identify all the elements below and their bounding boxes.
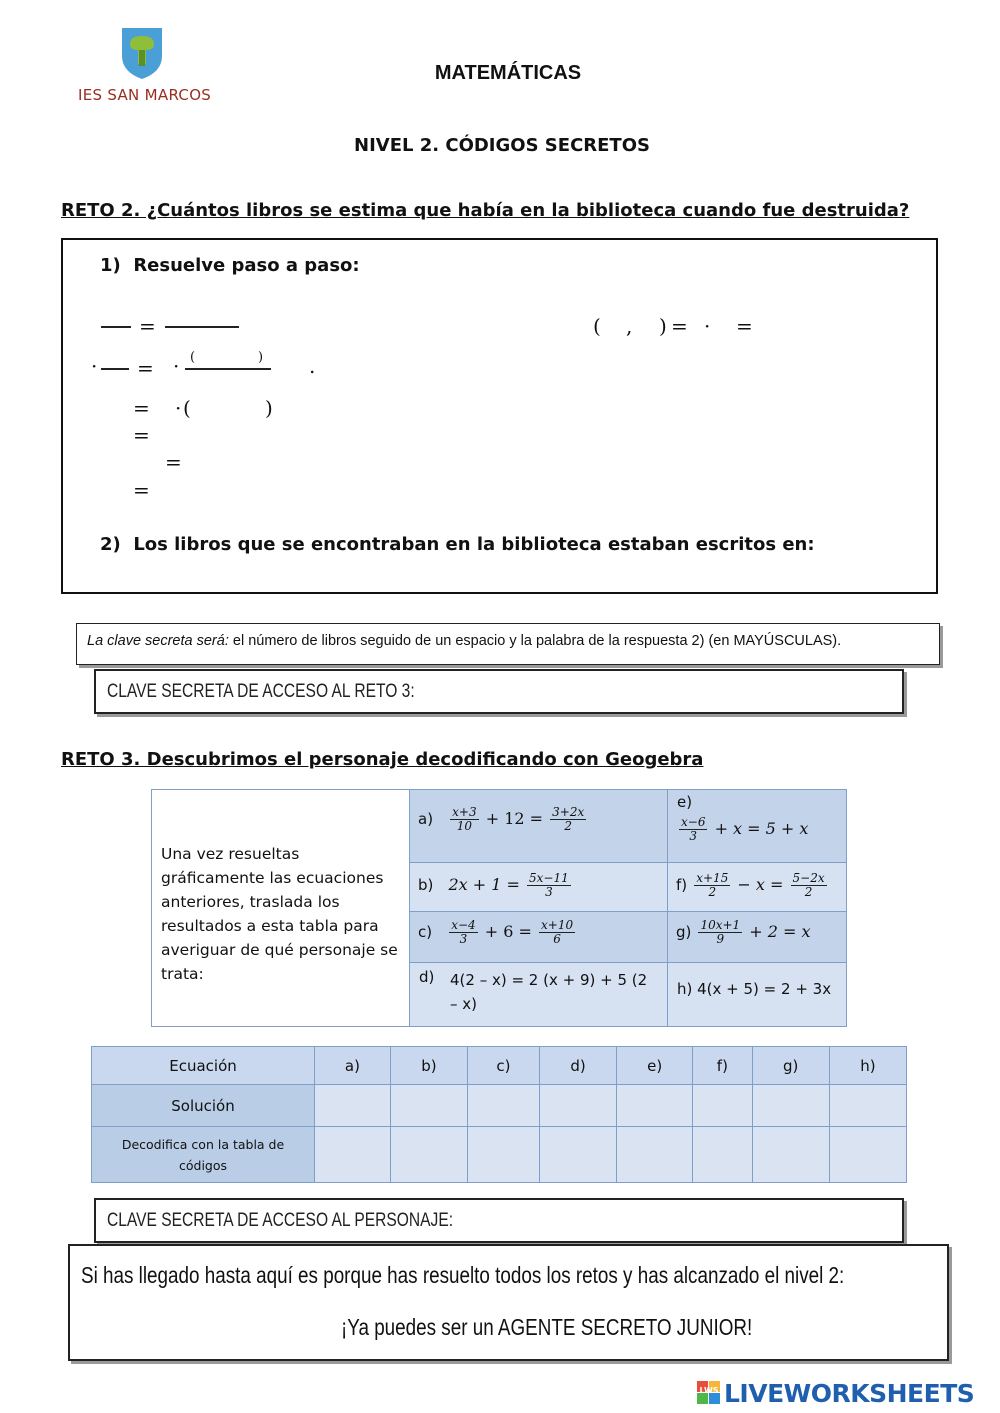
equation-b-cell	[409, 862, 668, 912]
denominator: 9	[716, 932, 725, 946]
row-header-solucion: Solución	[92, 1085, 315, 1127]
table-row	[92, 1085, 907, 1127]
equals-sign: =	[133, 478, 150, 502]
equals-sign: =	[133, 396, 150, 420]
equation-g-cell	[667, 911, 847, 963]
paren-open: (	[593, 314, 601, 338]
equation-b	[418, 872, 573, 899]
equation-a	[418, 806, 588, 833]
solution-input-g[interactable]	[752, 1085, 829, 1127]
character-key-field[interactable]	[94, 1198, 904, 1243]
level-title: NIVEL 2. CÓDIGOS SECRETOS	[354, 135, 650, 156]
final-message-box	[68, 1244, 949, 1361]
dot-operator: ·	[175, 396, 182, 420]
row-header-ecuacion: Ecuación	[92, 1047, 315, 1085]
decode-input-f[interactable]	[693, 1127, 752, 1183]
paren-close: )	[258, 350, 264, 365]
step1-number: 1)	[100, 255, 121, 276]
equation-c	[418, 919, 577, 946]
eq-a-fraction-1	[450, 806, 478, 833]
eq-g-label: g)	[676, 923, 692, 941]
numerator: 5−2x	[792, 871, 825, 885]
decode-input-b[interactable]	[390, 1127, 467, 1183]
equation-e-cell	[667, 789, 847, 863]
col-header-b: b)	[390, 1047, 467, 1085]
eq-a-fraction-2	[550, 806, 586, 833]
instructions-text: Una vez resueltas gráficamente las ecuaciones anteriores, traslada los resultados a esta tabla para averiguar de qué personaje se trata:	[161, 845, 398, 983]
decode-input-e[interactable]	[617, 1127, 693, 1183]
liveworksheets-logo	[697, 1377, 974, 1409]
solution-input-c[interactable]	[468, 1085, 540, 1127]
period: .	[309, 354, 316, 378]
eq-c-label: c)	[418, 923, 433, 941]
equation-a-cell	[409, 789, 668, 863]
solution-input-e[interactable]	[617, 1085, 693, 1127]
eq-f-fraction-1	[694, 872, 730, 899]
equals-sign: =	[736, 314, 753, 338]
solution-input-f[interactable]	[693, 1085, 752, 1127]
liveworksheets-text: LIVEWORKSHEETS	[724, 1378, 975, 1408]
denominator: 6	[553, 932, 561, 946]
eq-d-label: d)	[419, 968, 435, 986]
denominator: 2	[708, 885, 717, 899]
paren-close: )	[659, 314, 667, 338]
final-line-2: ¡Ya puedes ser un AGENTE SECRETO JUNIOR!	[341, 1314, 753, 1340]
eq-b-label: b)	[418, 876, 434, 894]
blank-fraction-line	[101, 326, 131, 328]
solutions-table	[91, 1046, 907, 1183]
subject-title: MATEMÁTICAS	[434, 62, 582, 84]
decode-input-c[interactable]	[468, 1127, 540, 1183]
table-row	[92, 1127, 907, 1183]
col-header-a: a)	[315, 1047, 391, 1085]
eq-f-mid: − x =	[737, 875, 784, 894]
eq-g-rest: + 2 = x	[749, 922, 811, 941]
denominator: 2	[804, 885, 813, 899]
col-header-f: f)	[693, 1047, 752, 1085]
instructions-cell	[151, 789, 410, 1027]
denominator: 3	[459, 932, 468, 946]
eq-c-mid: + 6 =	[484, 922, 532, 941]
eq-h-label: h)	[677, 980, 693, 998]
numerator: x+10	[541, 918, 574, 932]
decode-input-a[interactable]	[315, 1127, 391, 1183]
school-name: IES SAN MARCOS	[78, 86, 212, 104]
solution-input-h[interactable]	[829, 1085, 906, 1127]
col-header-h: h)	[829, 1047, 906, 1085]
blank-fraction-line	[185, 368, 271, 370]
denominator: 2	[564, 819, 572, 833]
hint-italic: La clave secreta será:	[87, 633, 229, 649]
eq-c-fraction-2	[539, 919, 575, 946]
numerator: x−4	[451, 918, 476, 932]
equation-d-cell	[409, 962, 668, 1027]
denominator: 10	[456, 819, 473, 833]
blank-fraction-line	[101, 368, 129, 370]
final-line-1: Si has llegado hasta aquí es porque has resuelto todos los retos y has alcanzado el nivel 2:	[81, 1262, 845, 1288]
denominator: 3	[689, 829, 698, 843]
blank-fraction-line	[165, 326, 239, 328]
denominator: 3	[545, 885, 553, 899]
equation-c-cell	[409, 911, 668, 963]
reto2-title: RETO 2. ¿Cuántos libros se estima que había en la biblioteca cuando fue destruida?	[61, 200, 910, 221]
secret-key-hint	[87, 633, 841, 649]
reto3-title: RETO 3. Descubrimos el personaje decodificando con Geogebra	[61, 749, 704, 770]
reto2-work-box	[61, 238, 938, 594]
numerator: x+3	[452, 805, 477, 819]
col-header-d: d)	[539, 1047, 616, 1085]
eq-e-fraction-1	[679, 816, 707, 843]
decode-input-g[interactable]	[752, 1127, 829, 1183]
solution-input-d[interactable]	[539, 1085, 616, 1127]
equation-h	[677, 980, 831, 998]
equals-sign: =	[671, 314, 688, 338]
equals-sign: =	[165, 450, 182, 474]
numerator: x−6	[681, 815, 706, 829]
solution-input-a[interactable]	[315, 1085, 391, 1127]
numerator: 3+2x	[552, 805, 585, 819]
eq-f-label: f)	[676, 876, 688, 894]
eq-f-fraction-2	[791, 872, 827, 899]
eq-e-rest: + x = 5 + x	[714, 819, 809, 838]
eq-d-text: 4(2 – x) = 2 (x + 9) + 5 (2 – x)	[450, 971, 648, 1013]
eq-b-fraction-1	[527, 872, 571, 899]
dot-operator: ·	[704, 314, 711, 338]
equals-sign: =	[133, 423, 150, 447]
step2-label-row	[100, 534, 815, 555]
paren-open: (	[183, 396, 191, 420]
row-header-decodifica: Decodifica con la tabla de códigos	[92, 1127, 315, 1183]
comma: ,	[626, 314, 633, 338]
equation-f-cell	[667, 862, 847, 912]
numerator: 10x+1	[700, 918, 741, 932]
step1-label-row	[100, 255, 360, 276]
equation-f	[676, 872, 829, 899]
lws-mark-icon	[697, 1381, 721, 1405]
eq-b-lhs: 2x + 1 =	[448, 875, 520, 894]
dot-operator: ·	[173, 354, 180, 378]
reto3-key-label: CLAVE SECRETA DE ACCESO AL RETO 3:	[107, 681, 415, 702]
numerator: x+15	[696, 871, 729, 885]
eq-e-label: e)	[677, 793, 693, 811]
secret-key-hint-box	[76, 623, 940, 665]
step2-label: Los libros que se encontraban en la biblioteca estaban escritos en:	[133, 534, 815, 555]
character-key-label: CLAVE SECRETA DE ACCESO AL PERSONAJE:	[107, 1210, 454, 1231]
equation-h-cell	[667, 962, 847, 1027]
eq-a-mid: + 12 =	[485, 809, 544, 828]
hint-rest: el número de libros seguido de un espacio y la palabra de la respuesta 2) (en MAYÚSCULAS).	[228, 633, 842, 649]
equation-e	[677, 816, 808, 843]
decode-input-h[interactable]	[829, 1127, 906, 1183]
equation-g	[676, 919, 811, 946]
eq-g-fraction-1	[698, 919, 742, 946]
decode-input-d[interactable]	[539, 1127, 616, 1183]
col-header-e: e)	[617, 1047, 693, 1085]
paren-close: )	[265, 396, 273, 420]
lws-mark-text: LWS	[699, 1386, 719, 1395]
eq-a-label: a)	[418, 810, 434, 828]
col-header-c: c)	[468, 1047, 540, 1085]
eq-c-fraction-1	[449, 919, 477, 946]
col-header-g: g)	[752, 1047, 829, 1085]
reto3-key-field[interactable]	[94, 669, 904, 714]
step1-label: Resuelve paso a paso:	[133, 255, 360, 276]
numerator: 5x−11	[529, 871, 569, 885]
equals-sign: =	[137, 356, 154, 380]
dot-operator: ·	[91, 354, 98, 378]
step2-number: 2)	[100, 534, 121, 555]
equals-sign: =	[139, 314, 156, 338]
paren-open: (	[190, 350, 196, 365]
solution-input-b[interactable]	[390, 1085, 467, 1127]
eq-h-text: 4(x + 5) = 2 + 3x	[697, 980, 832, 998]
table-row	[92, 1047, 907, 1085]
